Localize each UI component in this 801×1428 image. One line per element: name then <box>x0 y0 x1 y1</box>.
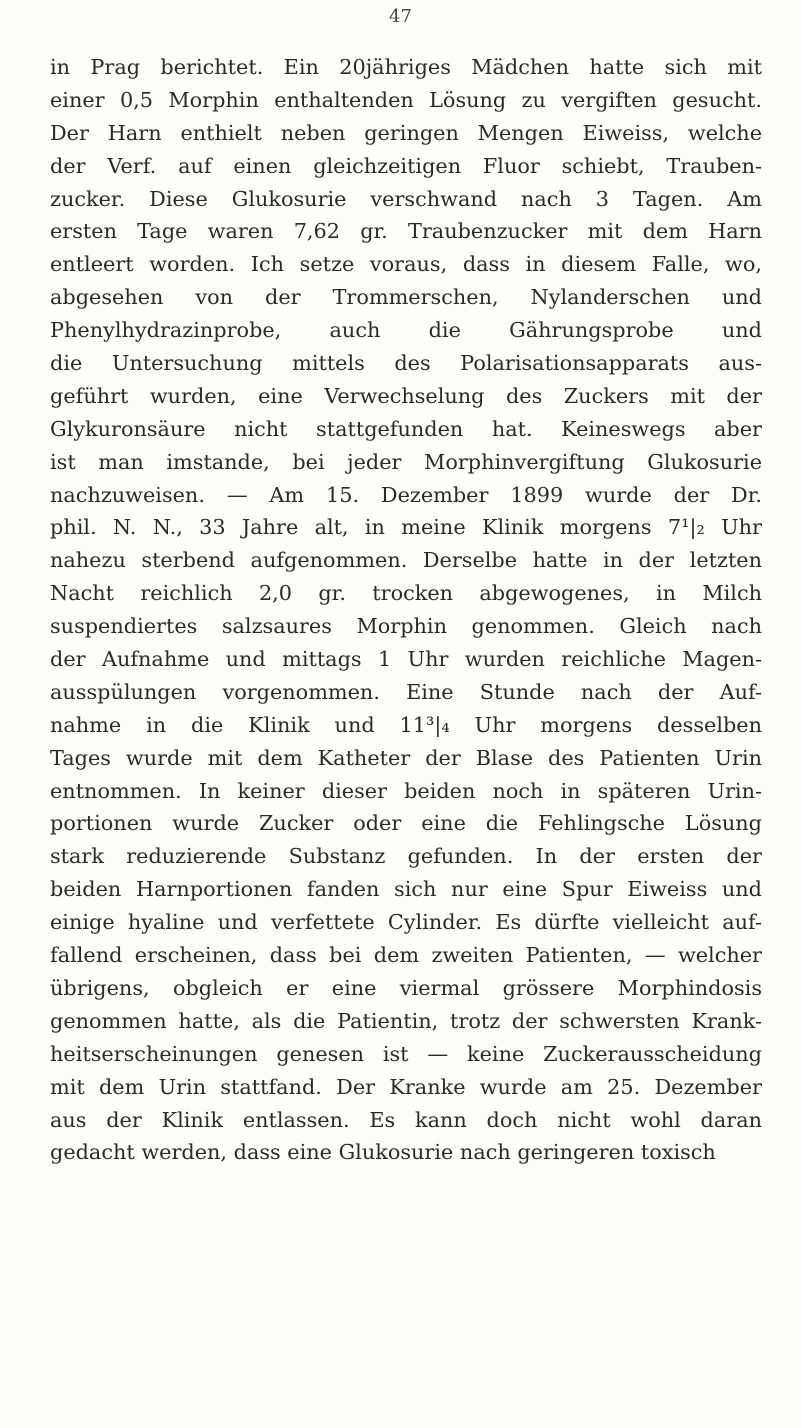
body-text <box>50 51 762 1169</box>
text-line: fallend erscheinen, dass bei dem zweiten Patienten, — welcher <box>50 943 762 968</box>
text-line: genommen hatte, als die Patientin, trotz der schwersten Krank- <box>50 1008 762 1033</box>
text-line: entleert worden. Ich setze voraus, dass in diesem Falle, wo, <box>50 252 762 277</box>
text-line: ersten Tage waren 7,62 gr. Traubenzucker mit dem Harn <box>50 219 762 244</box>
text-line: nahezu sterbend aufgenommen. Derselbe hatte in der letzten <box>50 548 762 573</box>
text-line: stark reduzierende Substanz gefunden. In der ersten der <box>50 844 762 869</box>
text-line: Der Harn enthielt neben geringen Mengen Eiweiss, welche <box>50 120 762 145</box>
text-line: aus der Klinik entlassen. Es kann doch nicht wohl daran <box>50 1107 762 1132</box>
text-line: mit dem Urin stattfand. Der Kranke wurde am 25. Dezember <box>50 1074 762 1099</box>
text-line: die Untersuchung mittels des Polarisationsapparats aus- <box>50 351 762 376</box>
text-line: nachzuweisen. — Am 15. Dezember 1899 wurde der Dr. <box>50 482 762 507</box>
text-line: einige hyaline und verfettete Cylinder. Es dürfte vielleicht auf- <box>50 910 762 935</box>
text-line: der Verf. auf einen gleichzeitigen Fluor schiebt, Trauben- <box>50 153 762 178</box>
text-line: Phenylhydrazinprobe, auch die Gährungsprobe und <box>50 318 762 343</box>
text-line: Nacht reichlich 2,0 gr. trocken abgewogenes, in Milch <box>50 581 762 606</box>
text-line: ist man imstande, bei jeder Morphinvergiftung Glukosurie <box>50 449 762 474</box>
text-line: portionen wurde Zucker oder eine die Fehlingsche Lösung <box>50 811 762 836</box>
text-line: Glykuronsäure nicht stattgefunden hat. Keineswegs aber <box>50 416 762 441</box>
text-line: einer 0,5 Morphin enthaltenden Lösung zu vergiften gesucht. <box>50 87 762 112</box>
text-line: der Aufnahme und mittags 1 Uhr wurden reichliche Magen- <box>50 647 762 672</box>
text-line: ausspülungen vorgenommen. Eine Stunde nach der Auf- <box>50 679 762 704</box>
text-line: Tages wurde mit dem Katheter der Blase des Patienten Urin <box>50 745 762 770</box>
text-line: entnommen. In keiner dieser beiden noch in späteren Urin- <box>50 778 762 803</box>
text-line: in Prag berichtet. Ein 20jähriges Mädchen hatte sich mit <box>50 55 762 79</box>
text-line: heitserscheinungen genesen ist — keine Zuckerausscheidung <box>50 1041 762 1066</box>
text-line: abgesehen von der Trommerschen, Nylanderschen und <box>50 285 762 310</box>
text-line: zucker. Diese Glukosurie verschwand nach 3 Tagen. Am <box>50 186 762 211</box>
text-line: gedacht werden, dass eine Glukosurie nach geringeren toxisch <box>50 1140 716 1165</box>
page-number: 47 <box>389 6 412 27</box>
text-line: phil. N. N., 33 Jahre alt, in meine Klinik morgens 7¹|₂ Uhr <box>50 515 762 540</box>
text-line: übrigens, obgleich er eine viermal grössere Morphindosis <box>50 975 762 1000</box>
text-line: geführt wurden, eine Verwechselung des Zuckers mit der <box>50 383 762 408</box>
text-line: nahme in die Klinik und 11³|₄ Uhr morgens desselben <box>50 712 762 737</box>
text-line: suspendiertes salzsaures Morphin genommen. Gleich nach <box>50 614 762 639</box>
text-line: beiden Harnportionen fanden sich nur eine Spur Eiweiss und <box>50 877 762 902</box>
